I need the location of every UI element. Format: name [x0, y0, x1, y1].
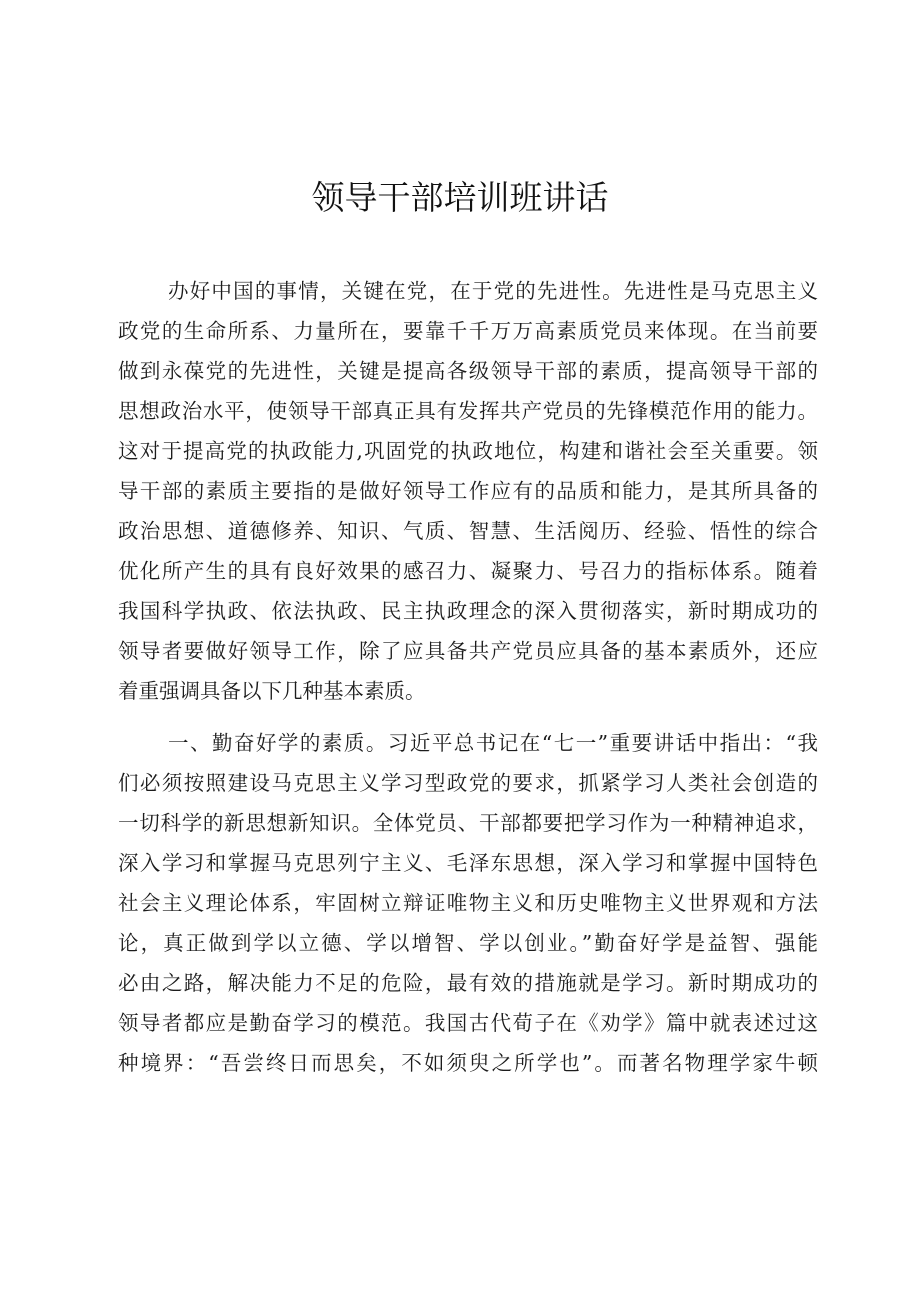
paragraph-2-line-4: 深入学习和掌握马克思列宁主义、毛泽东思想，深入学习和掌握中国特色 [118, 851, 818, 875]
paragraph-2-line-9: 种境界：“吾尝终日而思矣，不如须臾之所学也”。而著名物理学家牛顿 [118, 1051, 818, 1075]
paragraph-1-line-8: 优化所产生的具有良好效果的感召力、凝聚力、号召力的指标体系。随着 [118, 559, 818, 583]
paragraph-2-line-7: 必由之路，解决能力不足的危险，最有效的措施就是学习。新时期成功的 [118, 971, 818, 995]
paragraph-2-line-3: 一切科学的新思想新知识。全体党员、干部都要把学习作为一种精神追求， [118, 811, 818, 835]
paragraph-1-line-6: 导干部的素质主要指的是做好领导工作应有的品质和能力，是其所具备的 [118, 479, 818, 503]
paragraph-1-line-2: 政党的生命所系、力量所在，要靠千千万万高素质党员来体现。在当前要 [118, 319, 818, 343]
paragraph-1-line-1: 办好中国的事情，关键在党，在于党的先进性。先进性是马克思主义 [168, 279, 818, 303]
paragraph-2-line-2: 们必须按照建设马克思主义学习型政党的要求，抓紧学习人类社会创造的 [118, 771, 818, 795]
paragraph-2-line-8: 领导者都应是勤奋学习的模范。我国古代荀子在《劝学》篇中就表述过这 [118, 1011, 818, 1035]
document-title: 领导干部培训班讲话 [311, 178, 609, 217]
paragraph-1-line-5: 这对于提高党的执政能力,巩固党的执政地位，构建和谐社会至关重要。领 [118, 439, 818, 463]
paragraph-1-line-7: 政治思想、道德修养、知识、气质、智慧、生活阅历、经验、悟性的综合 [118, 519, 818, 543]
paragraph-1-line-3: 做到永葆党的先进性，关键是提高各级领导干部的素质，提高领导干部的 [118, 359, 818, 383]
paragraph-1-line-11: 着重强调具备以下几种基本素质。 [118, 679, 426, 703]
paragraph-1-line-9: 我国科学执政、依法执政、民主执政理念的深入贯彻落实，新时期成功的 [118, 599, 818, 623]
paragraph-2-line-5: 社会主义理论体系，牢固树立辩证唯物主义和历史唯物主义世界观和方法 [118, 891, 818, 915]
paragraph-2-line-6: 论，真正做到学以立德、学以增智、学以创业。”勤奋好学是益智、强能 [118, 931, 818, 955]
paragraph-1-line-4: 思想政治水平，使领导干部真正具有发挥共产党员的先锋模范作用的能力。 [118, 399, 818, 423]
paragraph-1-line-10: 领导者要做好领导工作，除了应具备共产党员应具备的基本素质外，还应 [118, 639, 818, 663]
paragraph-2-line-1: 一、勤奋好学的素质。习近平总书记在“七一”重要讲话中指出：“我 [168, 731, 818, 755]
